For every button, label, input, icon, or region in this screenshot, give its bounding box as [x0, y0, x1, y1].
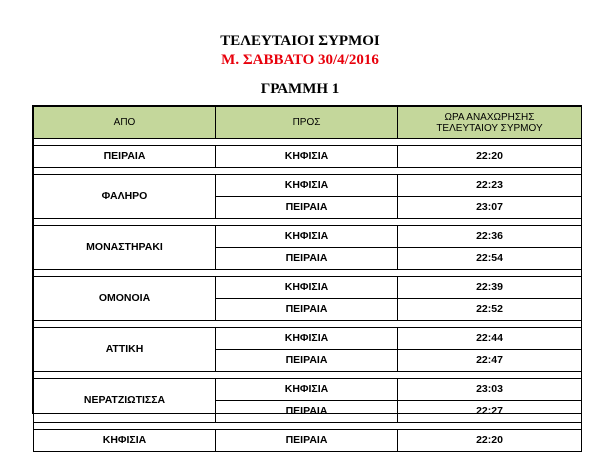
- document-date: Μ. ΣΑΒΒΑΤΟ 30/4/2016: [221, 52, 379, 68]
- group-spacer: [34, 219, 582, 226]
- destination-cell: ΚΗΦΙΣΙΑ: [216, 328, 398, 350]
- station-from-cell: ΟΜΟΝΟΙΑ: [34, 277, 216, 321]
- group-spacer: [34, 372, 582, 379]
- destination-cell: ΚΗΦΙΣΙΑ: [216, 226, 398, 248]
- column-header-to: ΠΡΟΣ: [216, 107, 398, 139]
- table-row: [34, 226, 582, 248]
- group-spacer: [34, 139, 582, 146]
- station-from-cell: ΝΕΡΑΤΖΙΩΤΙΣΣΑ: [34, 379, 216, 423]
- destination-cell: ΠΕΙΡΑΙΑ: [216, 299, 398, 321]
- table-row: [34, 277, 582, 299]
- departure-time-cell: 22:23: [398, 175, 582, 197]
- column-header-time-line1: ΩΡΑ ΑΝΑΧΩΡΗΣΗΣ: [444, 111, 535, 123]
- destination-cell: ΠΕΙΡΑΙΑ: [216, 350, 398, 372]
- destination-cell: ΠΕΙΡΑΙΑ: [216, 430, 398, 452]
- group-spacer-cell: [34, 168, 582, 175]
- departure-time-cell: 23:07: [398, 197, 582, 219]
- departure-time-cell: 22:20: [398, 146, 582, 168]
- group-spacer-cell: [34, 372, 582, 379]
- table-row: [34, 430, 582, 452]
- departure-time-cell: 22:27: [398, 401, 582, 423]
- line-label: ΓΡΑΜΜΗ 1: [260, 81, 340, 97]
- station-from-cell: ΠΕΙΡΑΙΑ: [34, 146, 216, 168]
- document-title: ΤΕΛΕΥΤΑΙΟΙ ΣΥΡΜΟΙ: [220, 33, 380, 49]
- departure-time-cell: 22:39: [398, 277, 582, 299]
- table-row: [34, 146, 582, 168]
- column-header-from: ΑΠΟ: [34, 107, 216, 139]
- destination-cell: ΠΕΙΡΑΙΑ: [216, 197, 398, 219]
- table-row: [34, 328, 582, 350]
- timetable-body: [34, 139, 582, 452]
- departure-time-cell: 22:20: [398, 430, 582, 452]
- destination-cell: ΠΕΙΡΑΙΑ: [216, 248, 398, 270]
- station-from-cell: ΦΑΛΗΡΟ: [34, 175, 216, 219]
- group-spacer-cell: [34, 270, 582, 277]
- column-header-time-line2: ΤΕΛΕΥΤΑΙΟΥ ΣΥΡΜΟΥ: [436, 122, 543, 134]
- timetable-header-row: [34, 107, 582, 139]
- departure-time-cell: 22:44: [398, 328, 582, 350]
- table-row: [34, 379, 582, 401]
- destination-cell: ΚΗΦΙΣΙΑ: [216, 379, 398, 401]
- departure-time-cell: 23:03: [398, 379, 582, 401]
- departure-time-cell: 22:36: [398, 226, 582, 248]
- station-from-cell: ΑΤΤΙΚΗ: [34, 328, 216, 372]
- table-row: [34, 175, 582, 197]
- group-spacer: [34, 321, 582, 328]
- departure-time-cell: 22:52: [398, 299, 582, 321]
- group-spacer-cell: [34, 321, 582, 328]
- destination-cell: ΚΗΦΙΣΙΑ: [216, 277, 398, 299]
- timetable: [33, 106, 582, 452]
- station-from-cell: ΜΟΝΑΣΤΗΡΑΚΙ: [34, 226, 216, 270]
- group-spacer-cell: [34, 139, 582, 146]
- column-header-time: [398, 107, 582, 139]
- station-from-cell: ΚΗΦΙΣΙΑ: [34, 430, 216, 452]
- departure-time-cell: 22:54: [398, 248, 582, 270]
- destination-cell: ΚΗΦΙΣΙΑ: [216, 146, 398, 168]
- group-spacer: [34, 168, 582, 175]
- departure-time-cell: 22:47: [398, 350, 582, 372]
- destination-cell: ΚΗΦΙΣΙΑ: [216, 175, 398, 197]
- group-spacer-cell: [34, 219, 582, 226]
- group-spacer: [34, 270, 582, 277]
- destination-cell: ΠΕΙΡΑΙΑ: [216, 401, 398, 423]
